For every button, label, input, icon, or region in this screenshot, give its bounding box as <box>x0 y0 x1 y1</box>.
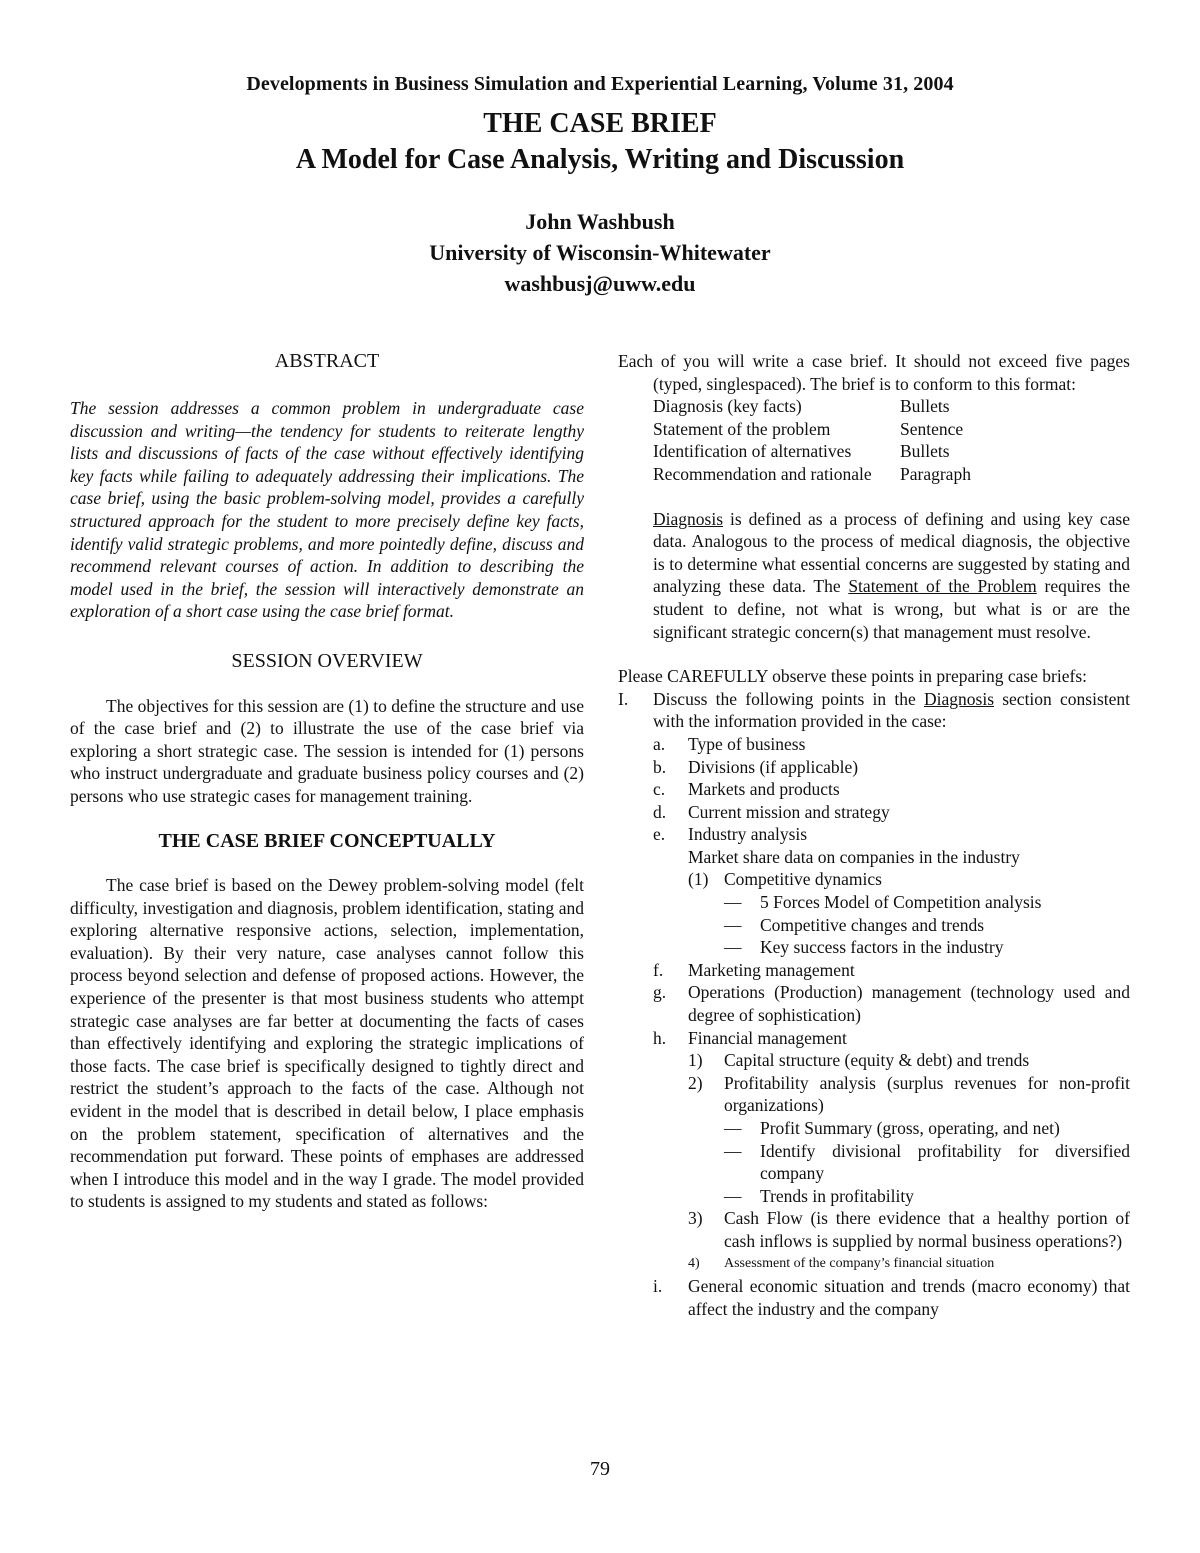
list-item: i. General economic situation and trends (macro economy) that affect the industry and the company <box>653 1276 1130 1319</box>
format-row <box>618 395 1130 418</box>
diagnosis-term: Diagnosis <box>924 688 994 709</box>
format-type: Sentence <box>900 418 964 439</box>
diagnosis-term: Diagnosis <box>653 508 723 529</box>
list-item: d. Current mission and strategy <box>653 801 890 822</box>
dash-item: — Trends in profitability <box>724 1185 914 1206</box>
point-number: I. <box>618 688 629 709</box>
paper-title: THE CASE BRIEF <box>483 108 717 139</box>
page-number: 79 <box>590 1458 610 1480</box>
sub-list-item: 1) Capital structure (equity & debt) and trends <box>688 1050 1030 1071</box>
dash-item: — Identify divisional profitability for diversified company <box>724 1140 1130 1184</box>
journal-header: Developments in Business Simulation and Experiential Learning, Volume 31, 2004 <box>246 73 954 95</box>
author-email[interactable]: washbusj@uww.edu <box>504 271 696 296</box>
concept-heading: THE CASE BRIEF CONCEPTUALLY <box>158 829 496 852</box>
right-column <box>618 350 1130 1320</box>
format-label: Statement of the problem <box>653 418 831 439</box>
author-name: John Washbush <box>525 209 675 234</box>
list-item: f. Marketing management <box>653 959 855 980</box>
careful-paragraph: Please CAREFULLY observe these points in preparing case briefs: <box>618 666 1088 687</box>
format-table <box>618 395 1130 485</box>
paper-subtitle: A Model for Case Analysis, Writing and Discussion <box>295 144 905 175</box>
abstract-heading: ABSTRACT <box>274 350 380 372</box>
format-label: Identification of alternatives <box>653 441 852 462</box>
dash-item: — Competitive changes and trends <box>724 914 985 935</box>
diagnosis-paragraph <box>618 508 1130 644</box>
sub-list-item: 3) Cash Flow (is there evidence that a healthy portion of cash inflows is supplied by normal business operations?) <box>688 1208 1130 1251</box>
format-type: Bullets <box>900 396 950 417</box>
statement-term: Statement of the Problem <box>848 576 1037 597</box>
list-item-continuation: Market share data on companies in the industry <box>688 846 1020 867</box>
format-type: Bullets <box>900 441 950 462</box>
concept-text: The case brief is based on the Dewey problem-solving model (felt difficulty, investigation and diagnosis, problem identification, stating and exploring alternative responsive actions, selection, implementation, evaluation). By their very nature, case analyses cannot follow this process beyond selection and defense of proposed actions. However, the experience of the presenter is that most business students who attempt strategic case analyses are far better at documenting the facts of cases than effectively identifying and exploring the strategic implications of those facts. The case brief is specifically designed to tightly direct and restrict the student’s approach to the facts of the case. Although not evident in the model that is described in detail below, I place emphasis on the problem statement, specification of alternatives and the recommendation put forward. These points of emphases are addressed when I introduce this model and in the way I grade. The model provided to students is assigned to my students and stated as follows: <box>70 875 584 1212</box>
list-item: e. Industry analysis <box>653 824 808 845</box>
list-item: c. Markets and products <box>653 779 840 800</box>
sub-list-item: 4) Assessment of the company’s financial situation <box>688 1255 995 1271</box>
format-label: Diagnosis (key facts) <box>653 396 802 417</box>
point-one <box>618 688 1130 733</box>
format-label: Recommendation and rationale <box>653 463 872 484</box>
point-text: Discuss the following points in the Diagnosis section consistent with the information provided in the case: <box>653 688 1131 732</box>
left-column <box>70 350 584 1213</box>
session-overview-text: The objectives for this session are (1) to define the structure and use of the case brief and (2) to illustrate the use of the case brief via exploring a short strategic case. The session is intended for (1) persons who instruct undergraduate and graduate business policy courses and (2) persons who use strategic cases for management training. <box>70 695 584 806</box>
format-row <box>618 418 1130 441</box>
diagnosis-text: is defined as a process of defining and using key case data. Analogous to the process of medical diagnosis, the objective is to determine what essential concerns are suggested by stating and analyzing these data. The <box>653 508 1130 597</box>
dash-item: — Profit Summary (gross, operating, and net) <box>724 1118 1060 1138</box>
author-block <box>0 206 1200 299</box>
statement-text: requires the student to define, not what is wrong, but what is or are the significant strategic concern(s) that management must resolve. <box>653 576 1130 642</box>
list-item: h. Financial management <box>653 1027 847 1048</box>
list-item: b. Divisions (if applicable) <box>653 756 859 777</box>
sub-list-item: (1) Competitive dynamics <box>688 869 882 890</box>
session-overview-heading: SESSION OVERVIEW <box>231 649 423 672</box>
dash-item: — Key success factors in the industry <box>724 937 1004 958</box>
format-row <box>618 463 1130 486</box>
sub-list-item: 2) Profitability analysis (surplus revenues for non-profit organizations) <box>688 1072 1130 1116</box>
abstract-text: The session addresses a common problem in undergraduate case discussion and writing—the tendency for students to reiterate lengthy lists and discussions of facts of the case without effectively identifying key facts while failing to adequately addressing their implications. The case brief, using the basic problem-solving model, provides a carefully structured approach for the student to more precisely define key facts, identify valid strategic problems, and more pointedly define, discuss and recommend relevant courses of action. In addition to describing the model used in the brief, the session will interactively demonstrate an exploration of a short case using the case brief format. <box>70 398 584 622</box>
intro-paragraph: Each of you will write a case brief. It should not exceed five pages (typed, singlespaced). The brief is to conform to this format: <box>618 351 1130 394</box>
format-row <box>618 440 1130 463</box>
list-item: a. Type of business <box>653 733 806 754</box>
list-item: g. Operations (Production) management (technology used and degree of sophistication) <box>653 982 1130 1026</box>
format-type: Paragraph <box>900 463 971 484</box>
author-affiliation: University of Wisconsin-Whitewater <box>429 240 771 265</box>
dash-item: — 5 Forces Model of Competition analysis <box>724 892 1042 913</box>
